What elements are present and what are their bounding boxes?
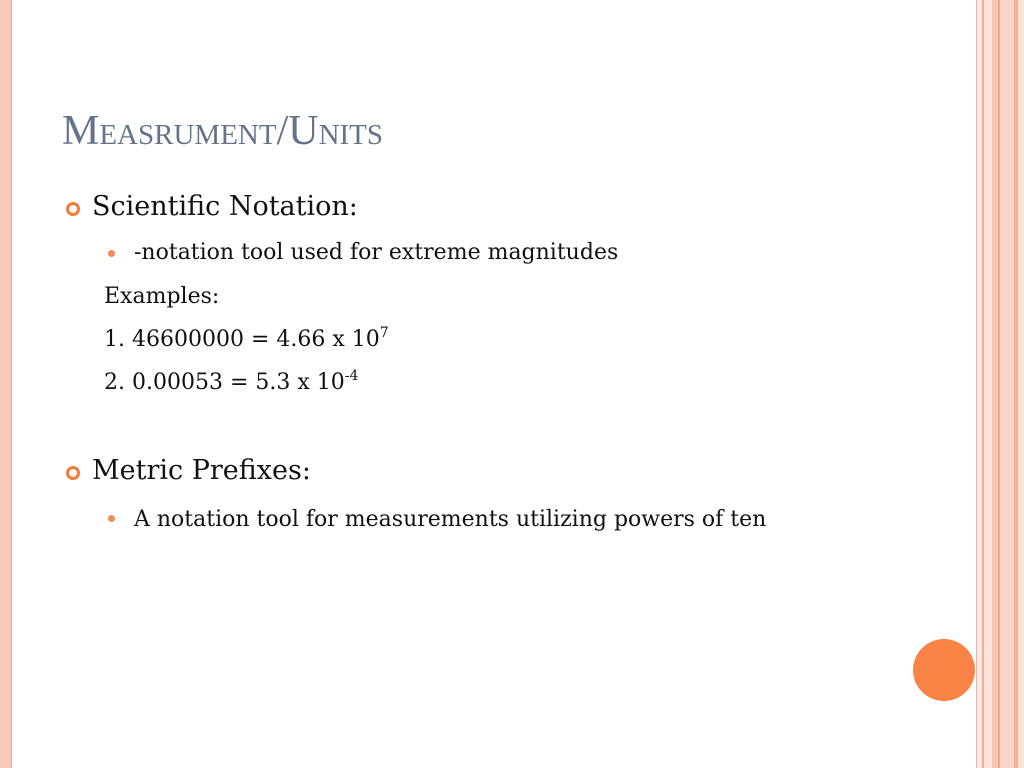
example-1-text: 1. 46600000 = 4.66 x 10	[104, 327, 380, 352]
right-frame-stripe	[1000, 0, 1014, 768]
example-2	[104, 368, 358, 398]
example-1	[104, 325, 389, 355]
example-2-text: 2. 0.00053 = 5.3 x 10	[104, 370, 345, 395]
decorative-circle	[913, 639, 975, 701]
dot-bullet-icon	[108, 250, 115, 257]
dot-bullet-icon	[108, 515, 115, 522]
examples-label: Examples:	[104, 284, 220, 309]
section-heading-metric-prefixes: Metric Prefixes:	[92, 455, 311, 486]
example-2-exponent: -4	[344, 368, 359, 384]
bullet-text: A notation tool for measurements utilizing powers of ten	[134, 507, 767, 532]
right-frame-stripe	[1018, 0, 1024, 768]
bullet-text: -notation tool used for extreme magnitudes	[134, 240, 619, 265]
left-frame-line	[11, 0, 12, 768]
section-heading-scientific-notation: Scientific Notation:	[92, 191, 358, 222]
ring-bullet-icon	[66, 202, 80, 216]
example-1-exponent: 7	[379, 325, 389, 341]
ring-bullet-icon	[66, 466, 80, 480]
left-frame-stripe	[0, 0, 11, 768]
right-frame-stripe	[984, 0, 992, 768]
slide-title: Measrument/Units	[62, 108, 384, 154]
